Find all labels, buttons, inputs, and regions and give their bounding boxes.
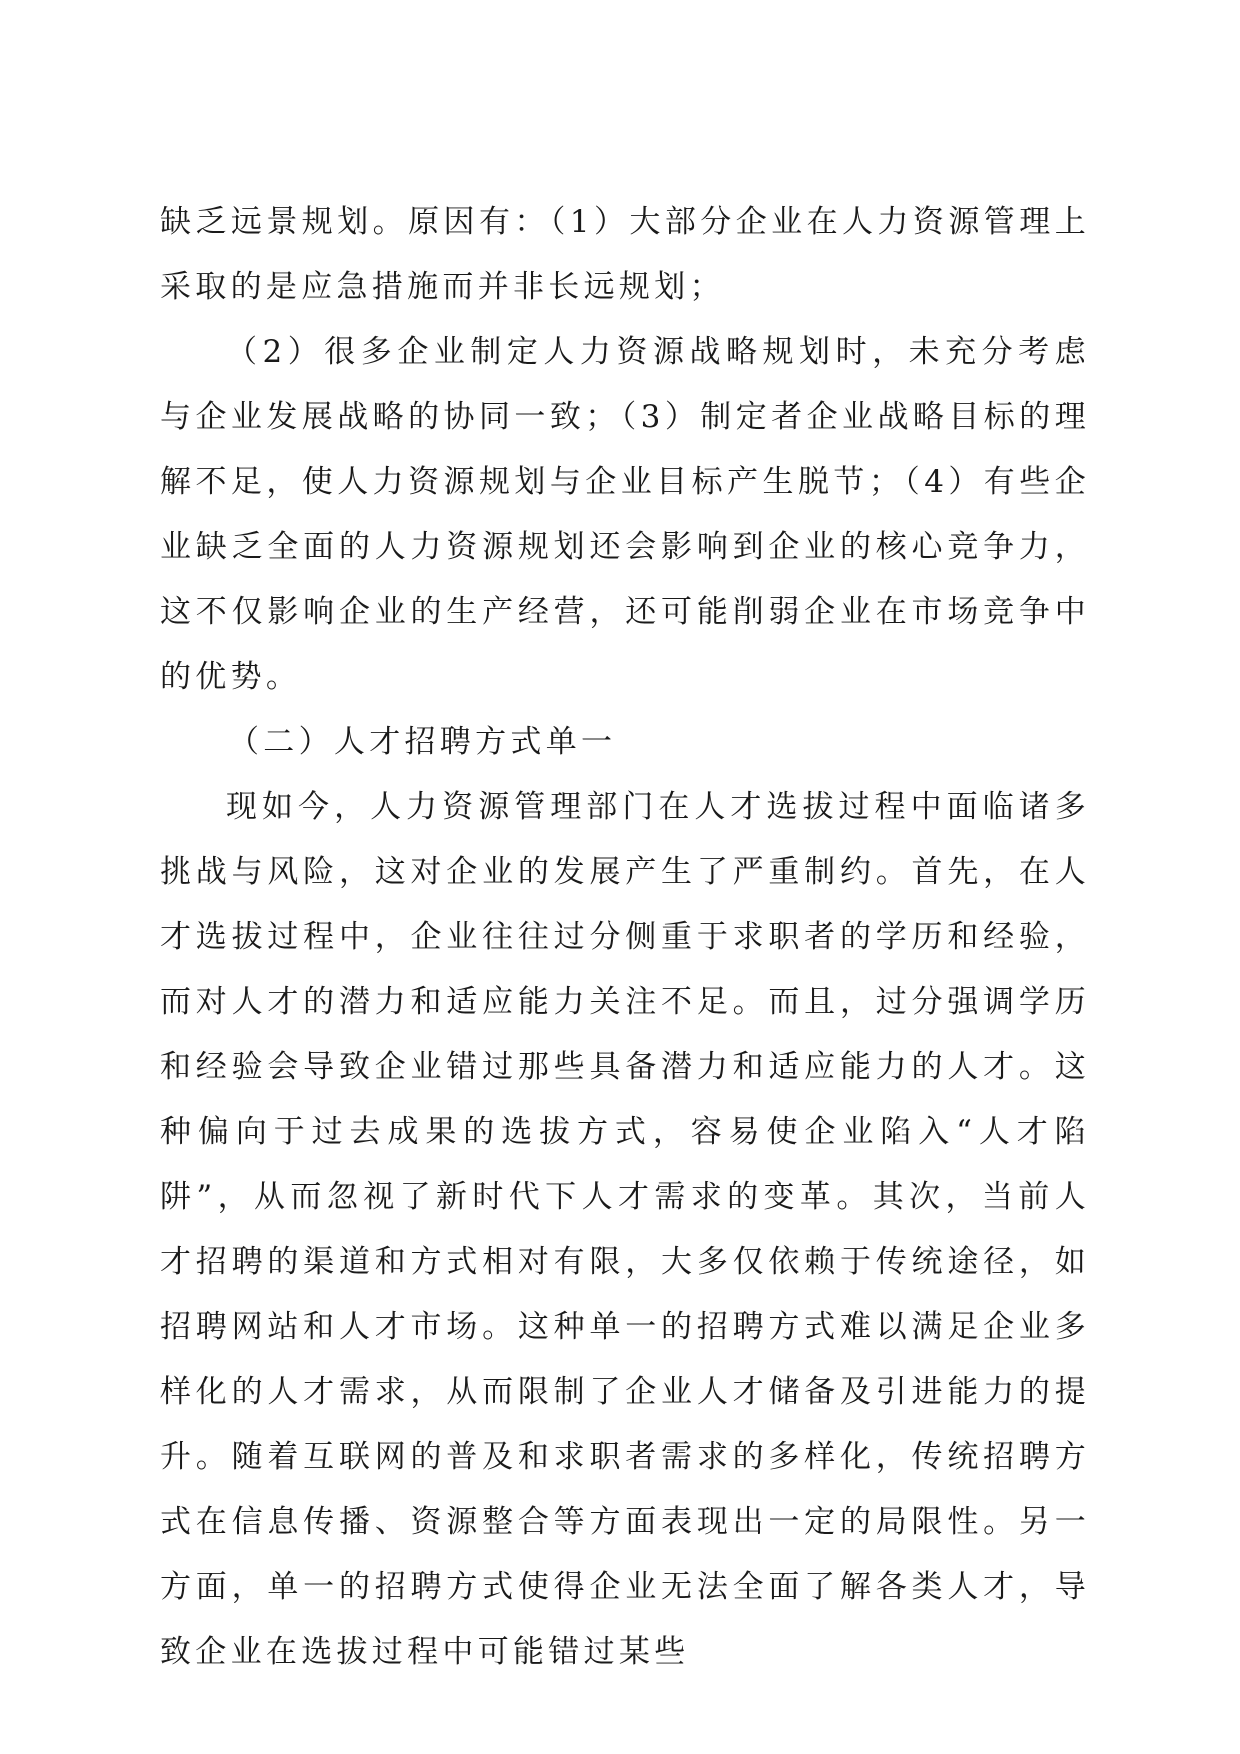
paragraph-continuation: 缺乏远景规划。原因有：（1）大部分企业在人力资源管理上采取的是应急措施而并非长远规划； — [160, 204, 1090, 305]
paragraph-reasons: （2）很多企业制定人力资源战略规划时，未充分考虑与企业发展战略的协同一致；（3）制定者企业战略目标的理解不足，使人力资源规划与企业目标产生脱节；（4）有些企业缺乏全面的人力资源规划还会影响到企业的核心竞争力，这不仅影响企业的生产经营，还可能削弱企业在市场竞争中的优势。 — [160, 334, 1090, 695]
body-text — [160, 190, 1090, 1685]
section-heading: （二）人才招聘方式单一 — [228, 724, 617, 760]
paragraph-recruitment: 现如今，人力资源管理部门在人才选拔过程中面临诸多挑战与风险，这对企业的发展产生了严重制约。首先，在人才选拔过程中，企业往往过分侧重于求职者的学历和经验，而对人才的潜力和适应能力关注不足。而且，过分强调学历和经验会导致企业错过那些具备潜力和适应能力的人才。这种偏向于过去成果的选拔方式，容易使企业陷入“人才陷阱”，从而忽视了新时代下人才需求的变革。其次，当前人才招聘的渠道和方式相对有限，大多仅依赖于传统途径，如招聘网站和人才市场。这种单一的招聘方式难以满足企业多样化的人才需求，从而限制了企业人才储备及引进能力的提升。随着互联网的普及和求职者需求的多样化，传统招聘方式在信息传播、资源整合等方面表现出一定的局限性。另一方面，单一的招聘方式使得企业无法全面了解各类人才，导致企业在选拔过程中可能错过某些 — [160, 789, 1090, 1670]
